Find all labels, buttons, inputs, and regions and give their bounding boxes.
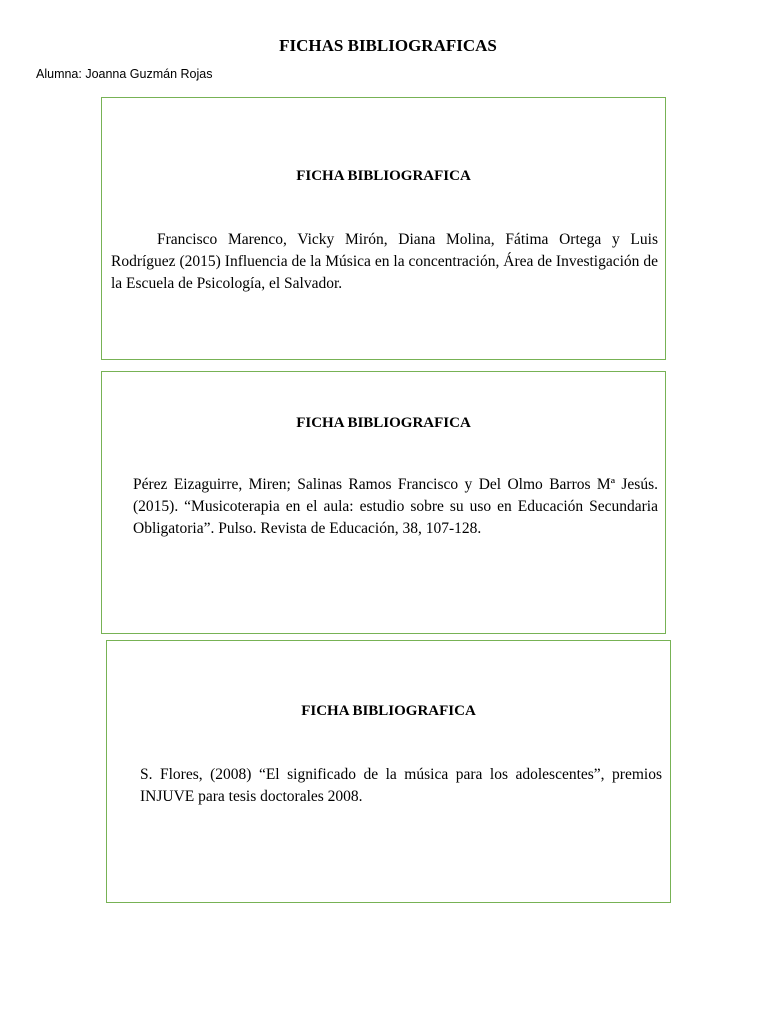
card-citation: S. Flores, (2008) “El significado de la música para los adolescentes”, premios INJUVE para tesis doctorales 2008. — [140, 766, 662, 805]
card-citation: Pérez Eizaguirre, Miren; Salinas Ramos Francisco y Del Olmo Barros Mª Jesús. (2015). “Musicoterapia en el aula: estudio sobre su uso en Educación Secundaria Obligatoria”. Pulso. Revista de Educación, 38, 107-128. — [133, 476, 658, 537]
card-heading: FICHA BIBLIOGRAFICA — [296, 168, 471, 184]
student-name: Alumna: Joanna Guzmán Rojas — [36, 67, 213, 81]
card-heading: FICHA BIBLIOGRAFICA — [296, 415, 471, 431]
card-citation: Francisco Marenco, Vicky Mirón, Diana Molina, Fátima Ortega y Luis Rodríguez (2015) Influencia de la Música en la concentración, Área de Investigación de la Escuela de Psicología, el Salvador. — [111, 231, 658, 292]
bibliographic-card-2 — [101, 371, 666, 634]
card-heading: FICHA BIBLIOGRAFICA — [301, 703, 476, 719]
bibliographic-card-1 — [101, 97, 666, 360]
bibliographic-card-3 — [106, 640, 671, 903]
document-title: FICHAS BIBLIOGRAFICAS — [279, 36, 497, 55]
